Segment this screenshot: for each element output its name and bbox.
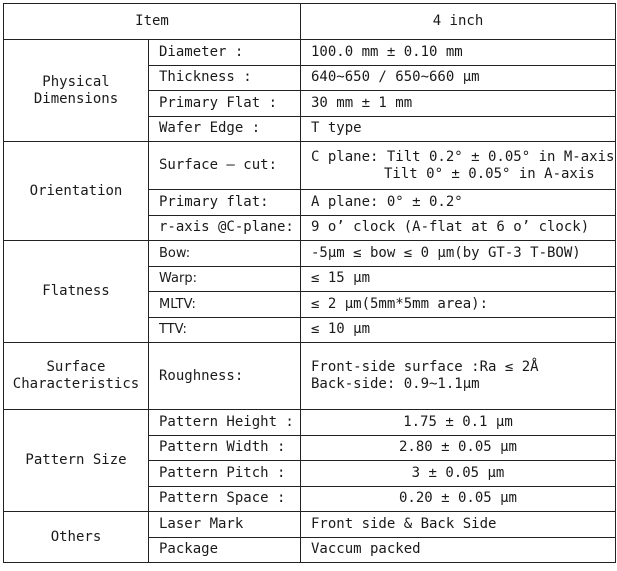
- row-value: Vaccum packed: [301, 537, 616, 563]
- group-label-pattern-size: Pattern Size: [4, 410, 149, 512]
- row-label: Laser Mark: [149, 512, 301, 538]
- row-value: 1.75 ± 0.1 μm: [301, 410, 616, 436]
- header-row: [4, 4, 616, 40]
- group-label-surface-characteristics: Surface Characteristics: [4, 343, 149, 410]
- row-value: ≤ 15 μm: [301, 266, 616, 292]
- table-row: [4, 410, 616, 436]
- row-label: Primary Flat :: [149, 91, 301, 117]
- table-row: [4, 241, 616, 267]
- table-row: [4, 142, 616, 190]
- row-label: Primary flat:: [149, 190, 301, 216]
- row-label: Pattern Pitch :: [149, 461, 301, 487]
- row-value-multiline: [301, 142, 616, 190]
- row-value: 640~650 / 650~660 μm: [301, 65, 616, 91]
- row-value: 0.20 ± 0.05 μm: [301, 486, 616, 512]
- row-value: -5μm ≤ bow ≤ 0 μm(by GT-3 T-BOW): [301, 241, 616, 267]
- group-label-orientation: Orientation: [4, 142, 149, 241]
- row-value-line-2: Tilt 0° ± 0.05° in A-axis: [384, 165, 595, 182]
- row-value: 3 ± 0.05 μm: [301, 461, 616, 487]
- row-label: MLTV:: [149, 292, 301, 318]
- row-label: Pattern Width :: [149, 435, 301, 461]
- row-label: Wafer Edge :: [149, 116, 301, 142]
- table-row: [4, 343, 616, 410]
- row-value: T type: [301, 116, 616, 142]
- row-label: Surface – cut:: [149, 142, 301, 190]
- row-value-line-1: C plane: Tilt 0.2° ± 0.05° in M-axis: [311, 148, 615, 165]
- group-label-others: Others: [4, 512, 149, 563]
- group-label-flatness: Flatness: [4, 241, 149, 343]
- table-row: [4, 512, 616, 538]
- row-label: Package: [149, 537, 301, 563]
- row-label: Thickness :: [149, 65, 301, 91]
- group-label-physical-dimensions: Physical Dimensions: [4, 40, 149, 142]
- header-value: 4 inch: [301, 4, 616, 40]
- header-item: Item: [4, 4, 301, 40]
- row-value: ≤ 10 μm: [301, 317, 616, 343]
- row-value-line-1: Front-side surface :Ra ≤ 2Å: [311, 359, 539, 375]
- row-value-multiline: [301, 343, 616, 410]
- row-value: 100.0 mm ± 0.10 mm: [301, 40, 616, 66]
- row-label: r-axis @C-plane:: [149, 215, 301, 241]
- row-value: 2.80 ± 0.05 μm: [301, 435, 616, 461]
- row-value: 9 o’ clock (A-flat at 6 o’ clock): [301, 215, 616, 241]
- row-label: Diameter :: [149, 40, 301, 66]
- row-label: Pattern Height :: [149, 410, 301, 436]
- row-value: A plane: 0° ± 0.2°: [301, 190, 616, 216]
- wafer-spec-table: [3, 3, 616, 563]
- row-label: Roughness:: [149, 343, 301, 410]
- row-label: Warp:: [149, 266, 301, 292]
- row-value: ≤ 2 μm(5mm*5mm area):: [301, 292, 616, 318]
- row-label: Bow:: [149, 241, 301, 267]
- row-value-line-2: Back-side: 0.9~1.1μm: [311, 376, 480, 392]
- row-value: 30 mm ± 1 mm: [301, 91, 616, 117]
- table-row: [4, 40, 616, 66]
- row-label: Pattern Space :: [149, 486, 301, 512]
- row-label: TTV:: [149, 317, 301, 343]
- row-value: Front side & Back Side: [301, 512, 616, 538]
